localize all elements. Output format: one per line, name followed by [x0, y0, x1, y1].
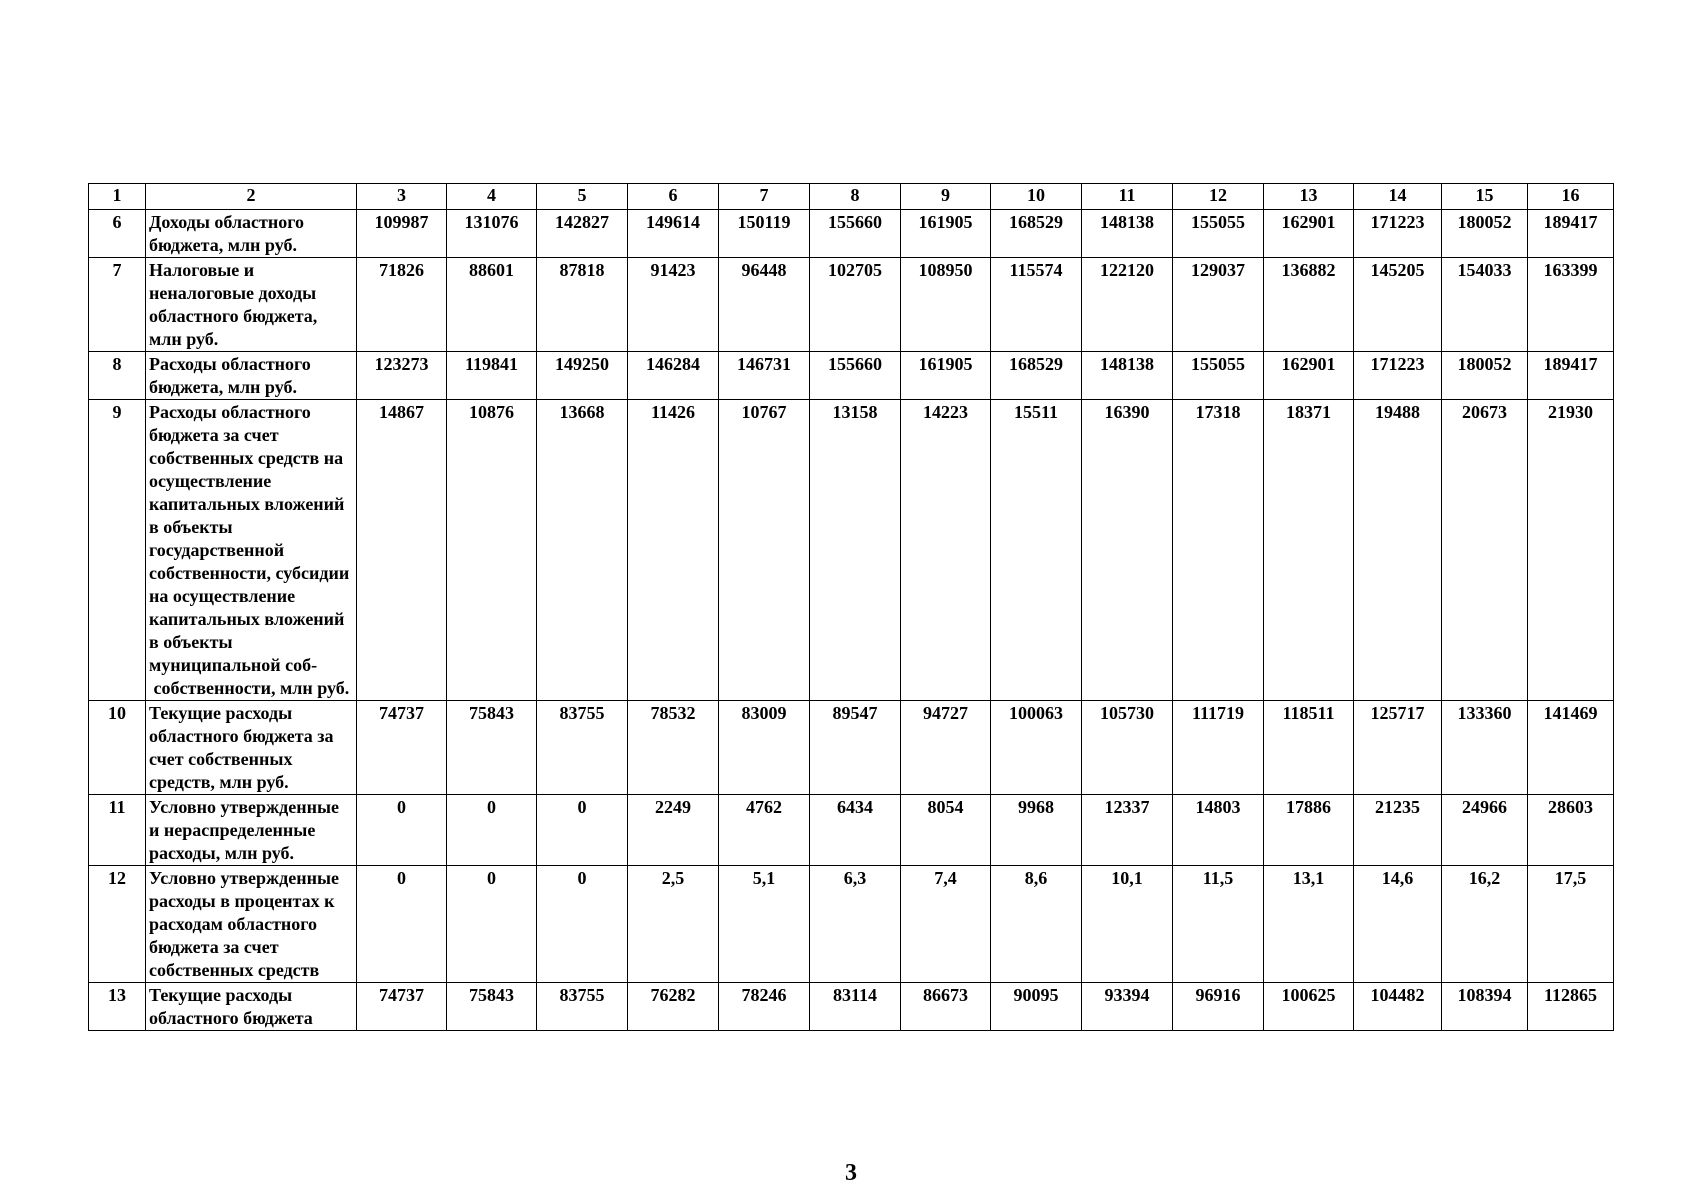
table-cell: 146731 [719, 352, 810, 400]
table-cell: 0 [537, 795, 628, 866]
table-cell: 18371 [1264, 400, 1354, 701]
table-cell: 7,4 [901, 866, 991, 983]
table-cell: 74737 [357, 701, 447, 795]
table-cell: 155660 [810, 210, 901, 258]
table-cell: 2,5 [628, 866, 719, 983]
table-cell: 102705 [810, 258, 901, 352]
table-cell: 75843 [447, 983, 537, 1031]
table-body [89, 210, 1614, 1031]
table-cell: 171223 [1354, 210, 1442, 258]
row-number: 6 [89, 210, 146, 258]
row-label: Условно утвержденные и нераспределенные расходы, млн руб. [146, 795, 357, 866]
table-cell: 119841 [447, 352, 537, 400]
row-number: 7 [89, 258, 146, 352]
table-cell: 148138 [1082, 210, 1173, 258]
table-row [89, 795, 1614, 866]
table-cell: 162901 [1264, 210, 1354, 258]
table-cell: 83114 [810, 983, 901, 1031]
table-cell: 136882 [1264, 258, 1354, 352]
table-row [89, 258, 1614, 352]
row-label: Условно утвержденные расходы в процентах к расходам областного бюджета за счет собственных средств [146, 866, 357, 983]
table-cell: 14223 [901, 400, 991, 701]
table-cell: 168529 [991, 352, 1082, 400]
column-header: 16 [1528, 184, 1614, 210]
table-cell: 89547 [810, 701, 901, 795]
table-cell: 16390 [1082, 400, 1173, 701]
column-header: 5 [537, 184, 628, 210]
table-cell: 76282 [628, 983, 719, 1031]
table-cell: 10,1 [1082, 866, 1173, 983]
table-cell: 150119 [719, 210, 810, 258]
row-label: Текущие расходы областного бюджета [146, 983, 357, 1031]
table-cell: 71826 [357, 258, 447, 352]
table-cell: 109987 [357, 210, 447, 258]
column-header: 3 [357, 184, 447, 210]
table-cell: 123273 [357, 352, 447, 400]
column-header: 15 [1442, 184, 1528, 210]
table-cell: 142827 [537, 210, 628, 258]
table-cell: 155055 [1173, 210, 1264, 258]
row-number: 8 [89, 352, 146, 400]
table-cell: 0 [357, 866, 447, 983]
table-cell: 168529 [991, 210, 1082, 258]
table-cell: 131076 [447, 210, 537, 258]
table-cell: 13668 [537, 400, 628, 701]
header-row [89, 184, 1614, 210]
column-header: 4 [447, 184, 537, 210]
row-label: Доходы областного бюджета, млн руб. [146, 210, 357, 258]
table-cell: 17886 [1264, 795, 1354, 866]
row-label: Текущие расходы областного бюджета за счет собственных средств, млн руб. [146, 701, 357, 795]
row-label: Расходы областного бюджета за счет собственных средств на осуществление капитальных вложений в объекты государственной собственности, субсидии на осуществление капитальных вложений в объекты муниципальной соб- собственности, млн руб. [146, 400, 357, 701]
table-cell: 8,6 [991, 866, 1082, 983]
table-cell: 122120 [1082, 258, 1173, 352]
table-cell: 94727 [901, 701, 991, 795]
table-cell: 149614 [628, 210, 719, 258]
row-number: 11 [89, 795, 146, 866]
table-cell: 148138 [1082, 352, 1173, 400]
table-cell: 14803 [1173, 795, 1264, 866]
table-cell: 161905 [901, 210, 991, 258]
table-cell: 145205 [1354, 258, 1442, 352]
table-row [89, 701, 1614, 795]
table-cell: 6434 [810, 795, 901, 866]
table-cell: 2249 [628, 795, 719, 866]
table-cell: 83755 [537, 983, 628, 1031]
column-header: 7 [719, 184, 810, 210]
table-cell: 146284 [628, 352, 719, 400]
table-cell: 0 [447, 866, 537, 983]
table-cell: 90095 [991, 983, 1082, 1031]
table-cell: 87818 [537, 258, 628, 352]
page-number: 3 [845, 1160, 857, 1186]
table-cell: 83755 [537, 701, 628, 795]
table-cell: 21235 [1354, 795, 1442, 866]
table-cell: 91423 [628, 258, 719, 352]
table-cell: 171223 [1354, 352, 1442, 400]
table-cell: 0 [447, 795, 537, 866]
table-cell: 104482 [1354, 983, 1442, 1031]
table-cell: 11426 [628, 400, 719, 701]
column-header: 2 [146, 184, 357, 210]
table-cell: 14867 [357, 400, 447, 701]
table-cell: 108950 [901, 258, 991, 352]
table-cell: 0 [357, 795, 447, 866]
table-cell: 149250 [537, 352, 628, 400]
table-cell: 78246 [719, 983, 810, 1031]
column-header: 8 [810, 184, 901, 210]
column-header: 11 [1082, 184, 1173, 210]
table-cell: 189417 [1528, 210, 1614, 258]
table-cell: 105730 [1082, 701, 1173, 795]
table-cell: 118511 [1264, 701, 1354, 795]
table-cell: 161905 [901, 352, 991, 400]
column-header: 12 [1173, 184, 1264, 210]
table-cell: 13,1 [1264, 866, 1354, 983]
table-cell: 14,6 [1354, 866, 1442, 983]
table-cell: 129037 [1173, 258, 1264, 352]
table-cell: 86673 [901, 983, 991, 1031]
table-cell: 154033 [1442, 258, 1528, 352]
table-row [89, 866, 1614, 983]
table-cell: 28603 [1528, 795, 1614, 866]
table-cell: 141469 [1528, 701, 1614, 795]
table-cell: 13158 [810, 400, 901, 701]
table-cell: 155660 [810, 352, 901, 400]
table-cell: 96916 [1173, 983, 1264, 1031]
table-row [89, 983, 1614, 1031]
table-cell: 10876 [447, 400, 537, 701]
row-label: Расходы областного бюджета, млн руб. [146, 352, 357, 400]
table-cell: 16,2 [1442, 866, 1528, 983]
table-cell: 93394 [1082, 983, 1173, 1031]
table-cell: 9968 [991, 795, 1082, 866]
table-cell: 108394 [1442, 983, 1528, 1031]
table-cell: 100625 [1264, 983, 1354, 1031]
row-number: 10 [89, 701, 146, 795]
table-cell: 20673 [1442, 400, 1528, 701]
table-cell: 24966 [1442, 795, 1528, 866]
table-cell: 6,3 [810, 866, 901, 983]
table-cell: 75843 [447, 701, 537, 795]
table-cell: 125717 [1354, 701, 1442, 795]
table-cell: 15511 [991, 400, 1082, 701]
table-cell: 12337 [1082, 795, 1173, 866]
table-cell: 88601 [447, 258, 537, 352]
table-cell: 180052 [1442, 210, 1528, 258]
table-cell: 4762 [719, 795, 810, 866]
table-row [89, 400, 1614, 701]
column-header: 13 [1264, 184, 1354, 210]
table-row [89, 352, 1614, 400]
column-header: 10 [991, 184, 1082, 210]
table-cell: 155055 [1173, 352, 1264, 400]
table-cell: 100063 [991, 701, 1082, 795]
row-number: 13 [89, 983, 146, 1031]
table-cell: 163399 [1528, 258, 1614, 352]
table-cell: 8054 [901, 795, 991, 866]
table-header [89, 184, 1614, 210]
row-label: Налоговые и неналоговые доходы областного бюджета, млн руб. [146, 258, 357, 352]
table-cell: 5,1 [719, 866, 810, 983]
table-cell: 96448 [719, 258, 810, 352]
column-header: 1 [89, 184, 146, 210]
table-cell: 133360 [1442, 701, 1528, 795]
table-cell: 162901 [1264, 352, 1354, 400]
table-cell: 112865 [1528, 983, 1614, 1031]
table-cell: 189417 [1528, 352, 1614, 400]
table-cell: 17318 [1173, 400, 1264, 701]
table-row [89, 210, 1614, 258]
table-cell: 111719 [1173, 701, 1264, 795]
table-cell: 21930 [1528, 400, 1614, 701]
column-header: 6 [628, 184, 719, 210]
column-header: 14 [1354, 184, 1442, 210]
table-cell: 10767 [719, 400, 810, 701]
budget-table [88, 183, 1614, 1031]
table-cell: 17,5 [1528, 866, 1614, 983]
table-cell: 83009 [719, 701, 810, 795]
table-cell: 74737 [357, 983, 447, 1031]
row-number: 9 [89, 400, 146, 701]
row-number: 12 [89, 866, 146, 983]
column-header: 9 [901, 184, 991, 210]
table-cell: 115574 [991, 258, 1082, 352]
table-cell: 78532 [628, 701, 719, 795]
table-cell: 180052 [1442, 352, 1528, 400]
table-cell: 19488 [1354, 400, 1442, 701]
table-cell: 11,5 [1173, 866, 1264, 983]
table-cell: 0 [537, 866, 628, 983]
